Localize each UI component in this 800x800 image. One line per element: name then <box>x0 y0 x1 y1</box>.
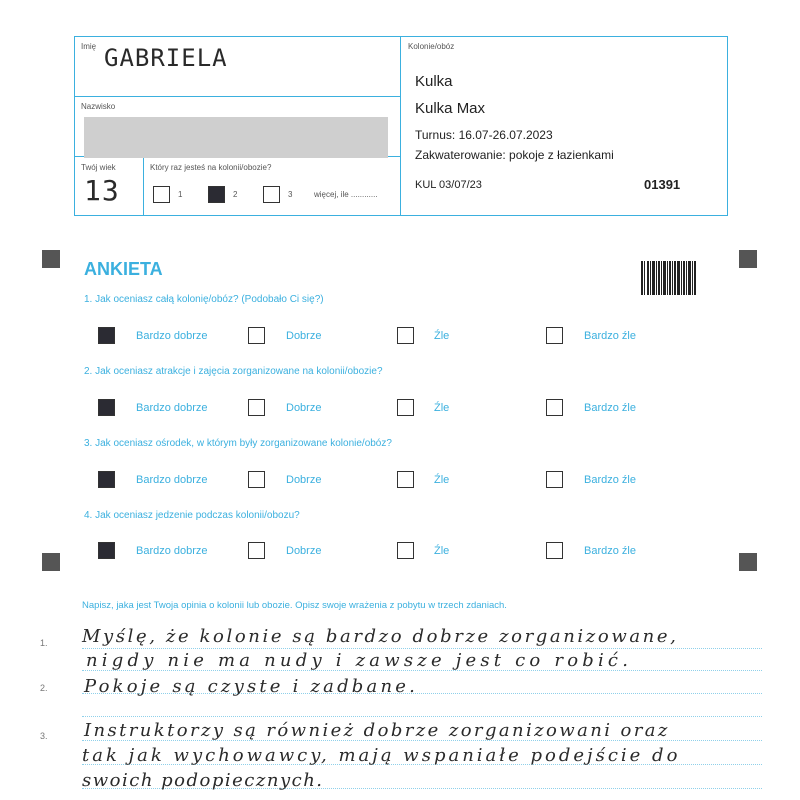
line-number-3: 3. <box>40 731 48 741</box>
barcode-icon <box>641 261 697 295</box>
q4-option-dobrze-checkbox[interactable] <box>248 542 265 559</box>
q3-option-bardzo-zle-label: Bardzo źle <box>584 474 636 486</box>
turnus-text: Turnus: 16.07-26.07.2023 <box>415 128 553 142</box>
q2-option-bardzo-dobrze-label: Bardzo dobrze <box>136 402 208 414</box>
registration-marker-bottom-left <box>42 553 60 571</box>
header-divider-vertical <box>400 36 401 216</box>
q2-option-zle-checkbox[interactable] <box>397 399 414 416</box>
q4-option-dobrze-label: Dobrze <box>286 545 322 557</box>
wiecej-label: więcej, ile ............ <box>314 190 378 199</box>
question-1-text: 1. Jak oceniasz całą kolonię/obóz? (Podobało Ci się?) <box>84 294 324 305</box>
q4-option-bardzo-dobrze-label: Bardzo dobrze <box>136 545 208 557</box>
survey-title: ANKIETA <box>84 259 163 279</box>
q4-option-bardzo-dobrze-checkbox[interactable] <box>98 542 115 559</box>
registration-marker-top-left <box>42 250 60 268</box>
registration-marker-bottom-right <box>739 553 757 571</box>
nazwisko-label: Nazwisko <box>81 102 116 111</box>
visit-count-checkbox-3[interactable] <box>263 186 280 203</box>
q3-option-bardzo-dobrze-label: Bardzo dobrze <box>136 474 208 486</box>
answer-line-4 <box>82 716 762 717</box>
q3-option-zle-label: Źle <box>434 474 450 486</box>
handwritten-line-1[interactable]: Myślę, że kolonie są bardzo dobrze zorganizowane, <box>82 626 679 647</box>
q2-option-bardzo-dobrze-checkbox[interactable] <box>98 399 115 416</box>
kolonie-name-2: Kulka Max <box>415 100 486 117</box>
q2-option-bardzo-zle-label: Bardzo źle <box>584 402 636 414</box>
handwritten-line-3[interactable]: Pokoje są czyste i zadbane. <box>84 676 419 697</box>
visit-count-checkbox-2[interactable] <box>208 186 225 203</box>
visit-count-option-3: 3 <box>288 190 293 199</box>
q4-option-bardzo-zle-checkbox[interactable] <box>546 542 563 559</box>
ktory-raz-label: Który raz jesteś na kolonii/obozie? <box>150 163 272 172</box>
q3-option-zle-checkbox[interactable] <box>397 471 414 488</box>
q3-option-bardzo-dobrze-checkbox[interactable] <box>98 471 115 488</box>
wiek-label: Twój wiek <box>81 163 116 172</box>
form-number: 01391 <box>644 177 681 192</box>
kolonie-name-1: Kulka <box>415 73 453 90</box>
header-divider-age <box>143 156 144 216</box>
answer-line-1 <box>82 648 762 649</box>
header-divider-h1 <box>74 96 401 97</box>
form-code: KUL 03/07/23 <box>415 179 482 191</box>
wiek-value[interactable]: 13 <box>84 174 120 207</box>
q3-option-dobrze-checkbox[interactable] <box>248 471 265 488</box>
visit-count-option-2: 2 <box>233 190 238 199</box>
imie-value[interactable]: GABRIELA <box>104 44 228 72</box>
q2-option-dobrze-label: Dobrze <box>286 402 322 414</box>
kolonie-label: Kolonie/obóz <box>408 42 455 51</box>
visit-count-checkbox-1[interactable] <box>153 186 170 203</box>
zakwaterowanie-text: Zakwaterowanie: pokoje z łazienkami <box>415 148 614 162</box>
question-3-text: 3. Jak oceniasz ośrodek, w którym były zorganizowane kolonie/obóz? <box>84 438 392 449</box>
imie-label: Imię <box>81 42 97 51</box>
q3-option-dobrze-label: Dobrze <box>286 474 322 486</box>
registration-marker-top-right <box>739 250 757 268</box>
visit-count-option-1: 1 <box>178 190 183 199</box>
q1-option-zle-label: Źle <box>434 330 450 342</box>
q1-option-bardzo-dobrze-checkbox[interactable] <box>98 327 115 344</box>
q2-option-bardzo-zle-checkbox[interactable] <box>546 399 563 416</box>
handwritten-line-5[interactable]: tak jak wychowawcy, mają wspaniałe podejście do <box>82 745 681 766</box>
line-number-2: 2. <box>40 683 48 693</box>
q2-option-dobrze-checkbox[interactable] <box>248 399 265 416</box>
handwritten-line-6[interactable]: swoich podopiecznych. <box>82 770 324 791</box>
redacted-surname <box>84 117 388 158</box>
handwritten-line-4[interactable]: Instruktorzy są również dobrze zorganizowani oraz <box>84 720 670 741</box>
line-number-1: 1. <box>40 638 48 648</box>
q1-option-zle-checkbox[interactable] <box>397 327 414 344</box>
question-2-text: 2. Jak oceniasz atrakcje i zajęcia zorganizowane na kolonii/obozie? <box>84 366 383 377</box>
q3-option-bardzo-zle-checkbox[interactable] <box>546 471 563 488</box>
q1-option-bardzo-dobrze-label: Bardzo dobrze <box>136 330 208 342</box>
q1-option-dobrze-checkbox[interactable] <box>248 327 265 344</box>
q1-option-bardzo-zle-checkbox[interactable] <box>546 327 563 344</box>
question-4-text: 4. Jak oceniasz jedzenie podczas kolonii/obozu? <box>84 510 300 521</box>
q2-option-zle-label: Źle <box>434 402 450 414</box>
q4-option-zle-checkbox[interactable] <box>397 542 414 559</box>
q4-option-bardzo-zle-label: Bardzo źle <box>584 545 636 557</box>
q1-option-bardzo-zle-label: Bardzo źle <box>584 330 636 342</box>
opinion-prompt: Napisz, jaka jest Twoja opinia o kolonii lub obozie. Opisz swoje wrażenia z pobytu w trzech zdaniach. <box>82 600 507 611</box>
handwritten-line-2[interactable]: nigdy nie ma nudy i zawsze jest co robić. <box>86 650 633 671</box>
q1-option-dobrze-label: Dobrze <box>286 330 322 342</box>
q4-option-zle-label: Źle <box>434 545 450 557</box>
